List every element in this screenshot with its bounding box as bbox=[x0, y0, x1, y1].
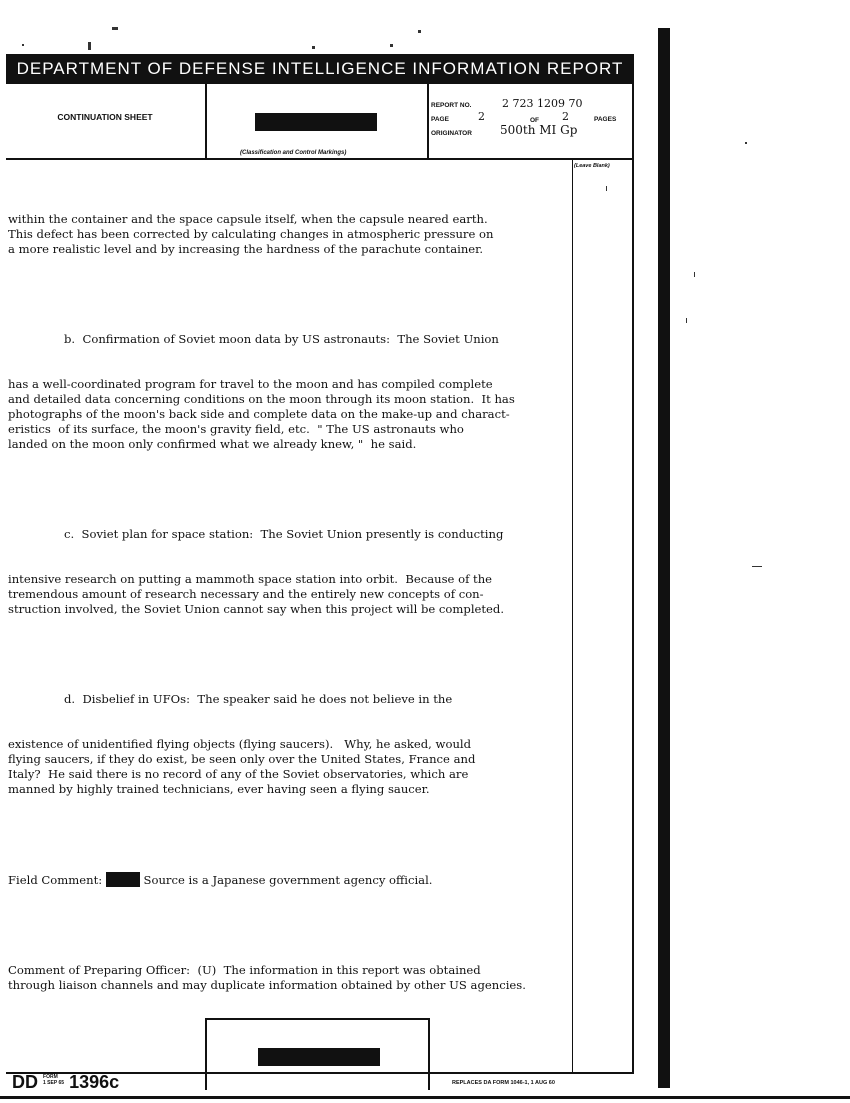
page-label: PAGE bbox=[431, 116, 449, 123]
classification-redaction bbox=[255, 113, 377, 131]
scan-speck bbox=[686, 318, 687, 323]
scan-speck bbox=[418, 30, 421, 33]
paragraph-c-first-line: c. Soviet plan for space station: The Soviet Union presently is conducting bbox=[64, 527, 504, 541]
paragraph-d-body: existence of unidentified flying objects (flying saucers). Why, he asked, would flying saucers, if they do exist, be seen only over the United States, France and Italy? He said there is no record of any of the Soviet observatories, which are manned by highly trained technicians, ever having seen a flying saucer. bbox=[8, 737, 476, 796]
scan-speck bbox=[312, 46, 315, 49]
leave-blank-column-rule bbox=[572, 160, 573, 1074]
scan-speck bbox=[745, 142, 747, 144]
leave-blank-label: (Leave Blank) bbox=[574, 163, 610, 169]
replaces-note: REPLACES DA FORM 1046-1, 1 AUG 60 bbox=[452, 1080, 555, 1086]
scan-speck bbox=[694, 272, 695, 277]
page-value: 2 bbox=[478, 110, 485, 123]
field-comment-text: Source is a Japanese government agency official. bbox=[139, 873, 433, 887]
scan-edge-bar bbox=[658, 28, 670, 1088]
scan-speck bbox=[112, 27, 118, 30]
paragraph-a-continuation: within the container and the space capsule itself, when the capsule neared earth. This defect has been corrected by calculating changes in atmospheric pressure on a more realistic level and by increasing the hardness of the parachute container. bbox=[8, 212, 494, 256]
form-word: FORM 1 SEP 65 bbox=[43, 1074, 65, 1086]
form-number: 1396c bbox=[69, 1072, 120, 1092]
bottom-box-left-rule bbox=[205, 1018, 207, 1090]
field-comment-redaction bbox=[106, 872, 140, 887]
scan-speck bbox=[390, 44, 393, 47]
paragraph-c-body: intensive research on putting a mammoth space station into orbit. Because of the tremendous amount of research necessary and the entirely new concepts of con- struction involved, the Soviet Union cannot say when this project will be completed. bbox=[8, 572, 505, 616]
bottom-box-top-rule bbox=[205, 1018, 430, 1020]
originator-value: 500th MI Gp bbox=[500, 123, 578, 137]
classification-note: (Classification and Control Markings) bbox=[240, 150, 347, 156]
bottom-box-right-rule bbox=[428, 1018, 430, 1090]
form-right-border bbox=[632, 84, 634, 1074]
field-comment bbox=[8, 872, 570, 888]
page-bottom-edge bbox=[0, 1096, 850, 1099]
pages-label: PAGES bbox=[594, 116, 617, 123]
report-no-label: REPORT NO. bbox=[431, 102, 472, 109]
form-prefix: DD bbox=[12, 1072, 38, 1092]
scan-speck bbox=[606, 186, 607, 191]
report-no-value: 2 723 1209 70 bbox=[502, 97, 583, 110]
scan-speck bbox=[752, 566, 762, 567]
paragraph-b-body: has a well-coordinated program for travel to the moon and has compiled complete and detailed data concerning conditions on the moon through its moon station. It has photographs of the moon's back side and complete data on the make-up and charact- eristics of its surface, the moon's gravity field, etc. " The US astronauts who landed on the moon only confirmed what we already knew, " he said. bbox=[8, 377, 515, 451]
form-identifier bbox=[12, 1072, 119, 1093]
scan-speck bbox=[88, 42, 91, 50]
header-right-divider bbox=[427, 84, 429, 160]
header-left-divider bbox=[205, 84, 207, 160]
bottom-classification-redaction bbox=[258, 1048, 380, 1066]
header-bottom-rule bbox=[6, 158, 634, 160]
continuation-sheet-label: CONTINUATION SHEET bbox=[57, 112, 153, 122]
of-value: 2 bbox=[562, 110, 569, 123]
preparing-officer-comment: Comment of Preparing Officer: (U) The information in this report was obtained through liaison channels and may duplicate information obtained by other US agencies. bbox=[8, 963, 526, 992]
of-label: OF bbox=[530, 117, 540, 124]
scan-speck bbox=[22, 44, 24, 46]
report-body bbox=[8, 182, 570, 1008]
paragraph-b-first-line: b. Confirmation of Soviet moon data by US astronauts: The Soviet Union bbox=[64, 332, 499, 346]
report-title: DEPARTMENT OF DEFENSE INTELLIGENCE INFORMATION REPORT bbox=[6, 54, 634, 84]
field-comment-label: Field Comment: bbox=[8, 873, 103, 887]
originator-label: ORIGINATOR bbox=[431, 130, 472, 137]
paragraph-d-first-line: d. Disbelief in UFOs: The speaker said he does not believe in the bbox=[64, 692, 453, 706]
